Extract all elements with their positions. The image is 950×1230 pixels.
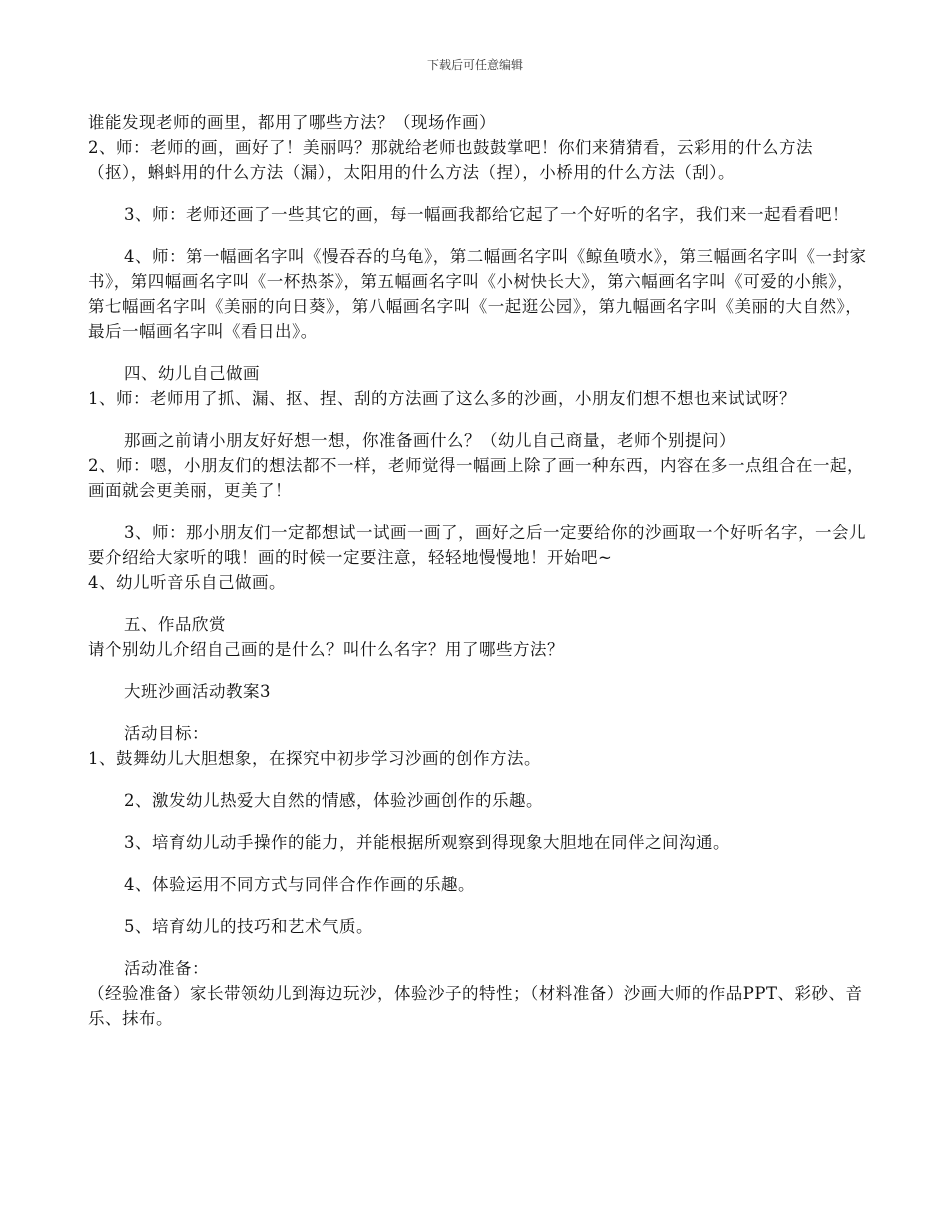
- paragraph: 1、鼓舞幼儿大胆想象，在探究中初步学习沙画的创作方法。: [88, 749, 541, 768]
- paragraph: 活动准备：: [124, 959, 209, 978]
- paragraph: 谁能发现老师的画里，都用了哪些方法？（现场作画）: [88, 113, 496, 132]
- paragraph: 2、师：嗯，小朋友们的想法都不一样，老师觉得一幅画上除了画一种东西，内容在多一点组合在一起，画面就会更美丽，更美了！: [88, 456, 864, 500]
- paragraph: 请个别幼儿介绍自己画的是什么？叫什么名字？用了哪些方法？: [88, 640, 564, 659]
- paragraph: 活动目标：: [124, 724, 209, 743]
- paragraph: （经验准备）家长带领幼儿到海边玩沙，体验沙子的特性；（材料准备）沙画大师的作品PPT、彩砂、音乐、抹布。: [88, 984, 863, 1028]
- paragraph: 3、培育幼儿动手操作的能力，并能根据所观察到得现象大胆地在同伴之间沟通。: [124, 833, 730, 852]
- paragraph: 2、激发幼儿热爱大自然的情感，体验沙画创作的乐趣。: [124, 791, 543, 810]
- page-header: 下载后可任意编辑: [426, 58, 523, 72]
- paragraph: 3、师：那小朋友们一定都想试一试画一画了，画好之后一定要给你的沙画取一个好听名字，一会儿要介绍给大家听的哦！画的时候一定要注意，轻轻地慢慢地！开始吧~: [88, 523, 866, 567]
- paragraph: 3、师：老师还画了一些其它的画，每一幅画我都给它起了一个好听的名字，我们来一起看看吧！: [124, 205, 849, 224]
- paragraph: 四、幼儿自己做画: [124, 364, 260, 383]
- paragraph: 4、体验运用不同方式与同伴合作作画的乐趣。: [124, 875, 475, 894]
- paragraph: 4、幼儿听音乐自己做画。: [88, 573, 286, 592]
- paragraph: 1、师：老师用了抓、漏、抠、捏、刮的方法画了这么多的沙画，小朋友们想不想也来试试呀？: [88, 389, 796, 408]
- paragraph: 5、培育幼儿的技巧和艺术气质。: [124, 917, 373, 936]
- paragraph: 4、师：第一幅画名字叫《慢吞吞的乌龟》，第二幅画名字叫《鲸鱼喷水》，第三幅画名字叫《一封家书》，第四幅画名字叫《一杯热茶》，第五幅画名字叫《小树快长大》，第六幅画名字叫《可爱的小熊》，第七幅画名字叫《美丽的向日葵》，第八幅画名字叫《一起逛公园》，第九幅画名字叫《美丽的大自然》，最后一幅画名字叫《看日出》。: [88, 247, 867, 341]
- paragraph: 五、作品欣赏: [124, 615, 226, 634]
- paragraph: 大班沙画活动教案3: [124, 682, 271, 701]
- paragraph: 那画之前请小朋友好好想一想，你准备画什么？（幼儿自己商量，老师个别提问）: [124, 431, 736, 450]
- paragraph: 2、师：老师的画，画好了！美丽吗？那就给老师也鼓鼓掌吧！你们来猜猜看，云彩用的什么方法（抠），蝌蚪用的什么方法（漏），太阳用的什么方法（捏），小桥用的什么方法（刮）。: [88, 138, 813, 182]
- document-body: [88, 110, 868, 1031]
